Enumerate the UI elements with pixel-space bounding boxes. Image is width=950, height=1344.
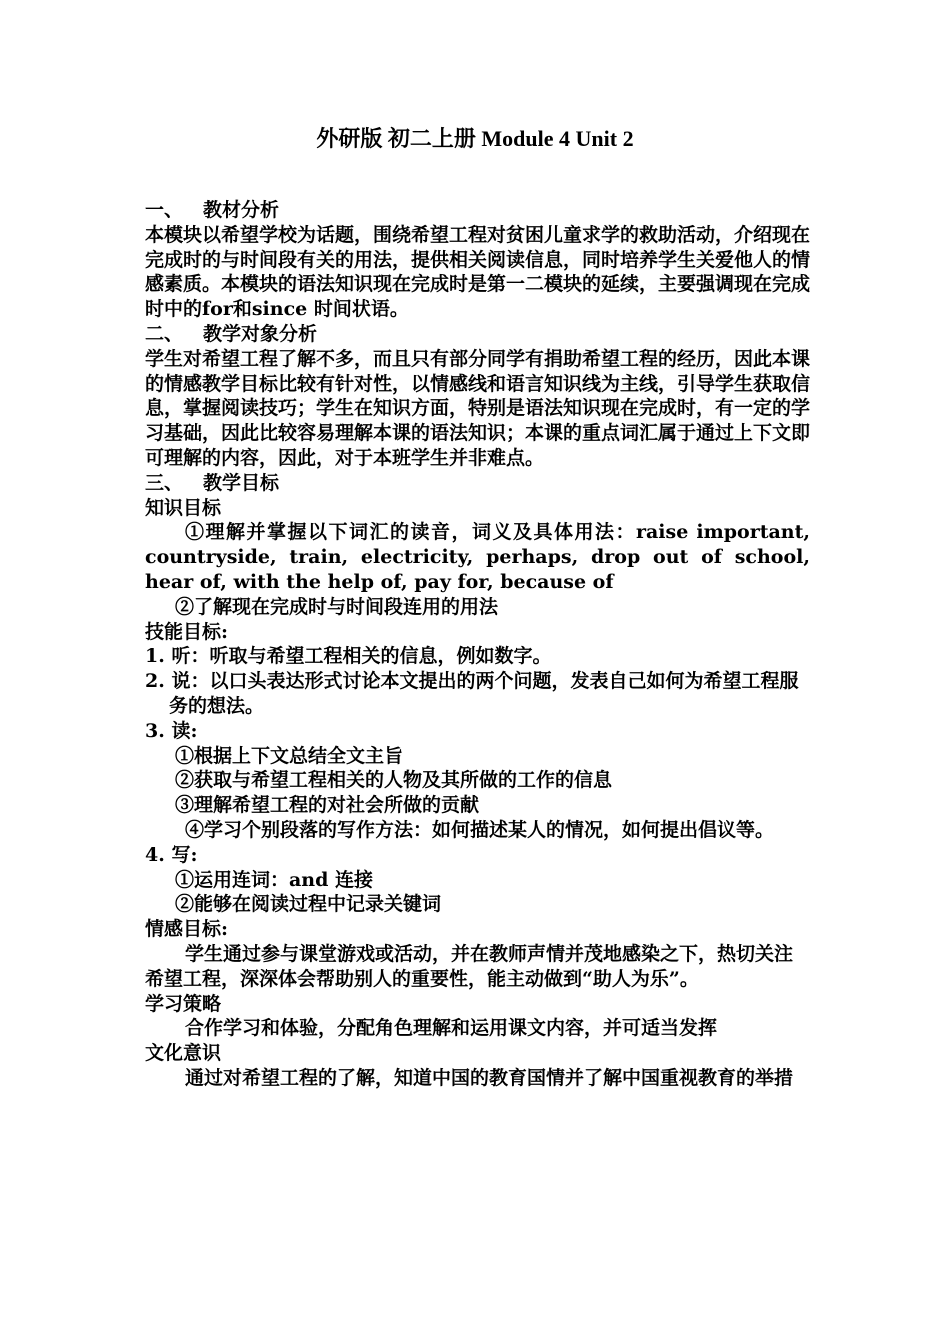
emotion-text: 学生通过参与课堂游戏或活动，并在教师声情并茂地感染之下，热切关注希望工程，深深体会帮助别人的重要性，能主动做到“助人为乐”。 bbox=[145, 942, 794, 990]
read-item: ④学习个别段落的写作方法：如何描述某人的情况，如何提出倡议等。 bbox=[185, 818, 775, 841]
culture-text: 通过对希望工程的了解，知道中国的教育国情并了解中国重视教育的举措 bbox=[185, 1066, 794, 1089]
section-text-1: 本模块以希望学校为话题，围绕希望工程对贫困儿童求学的救助活动，介绍现在完成时的与时间段有关的用法，提供相关阅读信息，同时培养学生关爱他人的情感素质。本模块的语法知识现在完成时是第一二模块的延续，主要强调现在完成时中的for和since 时间状语。 bbox=[145, 223, 811, 321]
section-heading-3 bbox=[145, 471, 810, 496]
emotion-heading: 情感目标: bbox=[145, 918, 229, 941]
skill-speak: 2. 说：以口头表达形式讨论本文提出的两个问题，发表自己如何为希望工程服务的想法。 bbox=[145, 670, 799, 717]
section-number: 二、 bbox=[145, 322, 184, 345]
section-text-2: 学生对希望工程了解不多，而且只有部分同学有捐助希望工程的经历，因此本课的情感教学目标比较有针对性，以情感线和语言知识线为主线，引导学生获取信息，掌握阅读技巧；学生在知识方面，特别是语法知识现在完成时，有一定的学习基础，因此比较容易理解本课的语法知识；本课的重点词汇属于通过上下文即可理解的内容，因此，对于本班学生并非难点。 bbox=[145, 347, 811, 469]
read-item: ③理解希望工程的对社会所做的贡献 bbox=[175, 794, 480, 817]
section-title: 教学对象分析 bbox=[203, 322, 318, 345]
knowledge-item-1: ①理解并掌握以下词汇的读音，词义及具体用法：raise important, countryside, train, electricity, perhaps, drop out of school, hear of, with the help of, pay for, because of bbox=[145, 521, 810, 593]
section-title: 教材分析 bbox=[203, 199, 280, 221]
skill-listen: 1. 听：听取与希望工程相关的信息，例如数字。 bbox=[145, 645, 552, 668]
section-heading-2 bbox=[145, 322, 810, 347]
write-item: ①运用连词：and 连接 bbox=[175, 868, 374, 891]
document-title: 外研版 初二上册 Module 4 Unit 2 bbox=[316, 126, 634, 151]
section-heading-1 bbox=[145, 198, 810, 223]
knowledge-heading: 知识目标 bbox=[145, 496, 222, 519]
document-body bbox=[145, 198, 810, 1091]
section-number: 一、 bbox=[145, 199, 184, 221]
skill-write: 4. 写: bbox=[145, 843, 198, 866]
strategy-heading: 学习策略 bbox=[145, 992, 222, 1015]
skill-read: 3. 读: bbox=[145, 719, 198, 742]
read-item: ①根据上下文总结全文主旨 bbox=[175, 744, 404, 767]
strategy-text: 合作学习和体验，分配角色理解和运用课文内容，并可适当发挥 bbox=[185, 1017, 718, 1040]
knowledge-item-2: ②了解现在完成时与时间段连用的用法 bbox=[175, 595, 499, 618]
skills-heading: 技能目标: bbox=[145, 620, 229, 643]
section-title: 教学目标 bbox=[203, 471, 280, 494]
section-number: 三、 bbox=[145, 471, 184, 494]
read-item: ②获取与希望工程相关的人物及其所做的工作的信息 bbox=[175, 769, 613, 792]
write-item: ②能够在阅读过程中记录关键词 bbox=[175, 893, 442, 916]
culture-heading: 文化意识 bbox=[145, 1042, 222, 1065]
